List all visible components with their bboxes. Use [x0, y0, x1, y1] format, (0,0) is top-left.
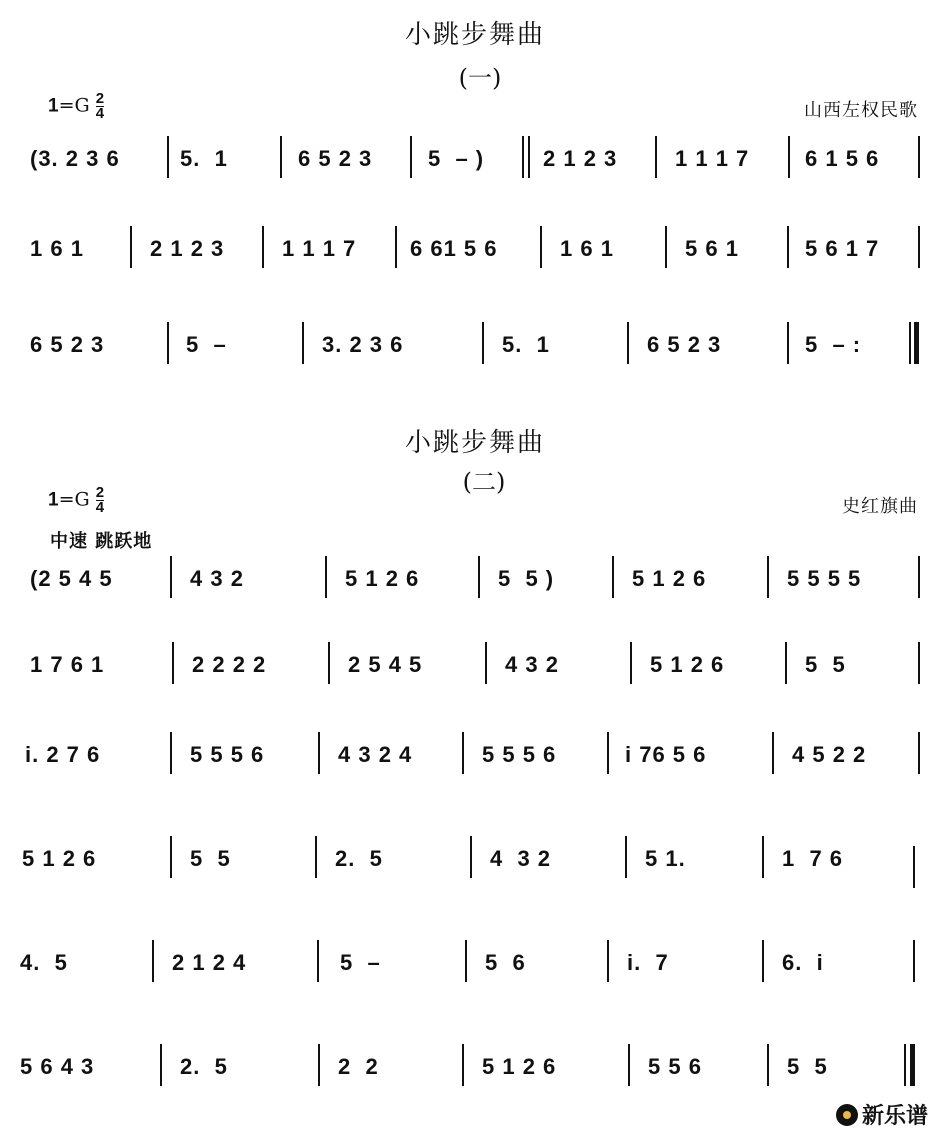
measure: 5 5 5 6: [482, 742, 557, 767]
barline: [470, 836, 472, 878]
measure: 4 3 2: [490, 846, 552, 871]
measure: 4 3 2 4: [338, 742, 413, 767]
measure: 5 5 5 5: [787, 566, 862, 591]
final-barline: [914, 322, 919, 364]
measure: 2 5 4 5: [348, 652, 423, 677]
barline: [655, 136, 657, 178]
measure: (3. 2 3 6: [30, 146, 120, 171]
measure: 5 – :: [805, 332, 862, 357]
barline: [152, 940, 154, 982]
measure: 5 5: [190, 846, 231, 871]
measure: 5 – ): [428, 146, 485, 171]
barline: [904, 1044, 906, 1086]
measure: 5 5 6: [648, 1054, 702, 1079]
barline: [607, 940, 609, 982]
measure: 5 5 5 6: [190, 742, 265, 767]
barline: [767, 1044, 769, 1086]
tempo-marking: 中速 跳跃地: [50, 531, 153, 552]
measure: 2 2 2 2: [192, 652, 267, 677]
barline: [787, 322, 789, 364]
barline: [462, 1044, 464, 1086]
measure: 5 6 1 7: [805, 236, 880, 261]
measure: i 76 5 6: [625, 742, 707, 767]
measure: 4 3 2: [505, 652, 559, 677]
measure: 5 1 2 6: [650, 652, 725, 677]
barline: [160, 1044, 162, 1086]
barline: [522, 136, 524, 178]
piece-2-title: 小跳步舞曲: [404, 428, 546, 458]
measure: 6 5 2 3: [298, 146, 373, 171]
measure: 1 7 6 1: [30, 652, 105, 677]
barline: [918, 136, 920, 178]
barline: [465, 940, 467, 982]
barline: [318, 732, 320, 774]
piece-2-number: (二): [462, 468, 506, 496]
barline: [788, 136, 790, 178]
measure: 1 1 1 7: [675, 146, 750, 171]
measure: 5 –: [340, 950, 381, 975]
barline: [787, 226, 789, 268]
barline: [410, 136, 412, 178]
barline: [630, 642, 632, 684]
measure: i. 2 7 6: [25, 742, 101, 767]
measure: (2 5 4 5: [30, 566, 113, 591]
key-equals: =G: [58, 94, 90, 117]
barline: [170, 836, 172, 878]
barline: [317, 940, 319, 982]
site-logo: [836, 1099, 928, 1130]
barline: [478, 556, 480, 598]
measure: 5 5: [805, 652, 846, 677]
measure: 2 1 2 3: [150, 236, 225, 261]
barline: [627, 322, 629, 364]
barline: [612, 556, 614, 598]
measure: 5. 1: [502, 332, 550, 357]
measure: 5 5 ): [498, 566, 555, 591]
barline: [628, 1044, 630, 1086]
logo-text: 新乐谱: [861, 1104, 928, 1129]
measure: 1 6 1: [30, 236, 84, 261]
measure: 5 1 2 6: [632, 566, 707, 591]
piece-2-key-signature: [48, 486, 104, 515]
piece-1-credit: 山西左权民歌: [804, 100, 918, 121]
time-signature: $\frac{2}{4}$: [95, 484, 105, 516]
measure: 6 61 5 6: [410, 236, 498, 261]
piece-1-title: 小跳步舞曲: [404, 20, 546, 50]
barline: [785, 642, 787, 684]
measure: i. 7: [627, 950, 669, 975]
measure: 5 –: [186, 332, 227, 357]
final-barline: [910, 1044, 915, 1086]
barline: [918, 556, 920, 598]
barline: [167, 136, 169, 178]
barline: [167, 322, 169, 364]
measure: 1 6 1: [560, 236, 614, 261]
measure: 2 1 2 4: [172, 950, 247, 975]
measure: 5 1 2 6: [345, 566, 420, 591]
time-signature: $\frac{2}{4}$: [95, 90, 105, 122]
barline: [482, 322, 484, 364]
barline: [172, 642, 174, 684]
measure: 5 5: [787, 1054, 828, 1079]
measure: 2 1 2 3: [543, 146, 618, 171]
measure: 2 2: [338, 1054, 379, 1079]
measure: 5 6 4 3: [20, 1054, 95, 1079]
barline: [462, 732, 464, 774]
measure: 3. 2 3 6: [322, 332, 404, 357]
barline: [302, 322, 304, 364]
barline: [328, 642, 330, 684]
key-tonic: 1: [48, 95, 59, 117]
measure: 2. 5: [180, 1054, 228, 1079]
measure: 4 3 2: [190, 566, 244, 591]
record-disc-icon: [836, 1104, 858, 1126]
measure: 6 5 2 3: [30, 332, 105, 357]
key-tonic: 1: [48, 489, 59, 511]
barline: [315, 836, 317, 878]
barline: [772, 732, 774, 774]
measure: 6 1 5 6: [805, 146, 880, 171]
measure: 6 5 2 3: [647, 332, 722, 357]
barline: [918, 732, 920, 774]
barline: [767, 556, 769, 598]
barline: [395, 226, 397, 268]
measure: 5 1 2 6: [22, 846, 97, 871]
measure: 4. 5: [20, 950, 68, 975]
barline: [130, 226, 132, 268]
measure: 2. 5: [335, 846, 383, 871]
barline: [913, 846, 915, 888]
barline: [762, 940, 764, 982]
barline: [918, 642, 920, 684]
measure: 5 6 1: [685, 236, 739, 261]
measure: 6. i: [782, 950, 824, 975]
barline: [170, 556, 172, 598]
measure: 1 7 6: [782, 846, 844, 871]
piece-1-key-signature: [48, 92, 104, 121]
measure: 5 6: [485, 950, 526, 975]
key-equals: =G: [58, 488, 90, 511]
barline: [485, 642, 487, 684]
piece-1-number: (一): [458, 64, 502, 92]
barline: [318, 1044, 320, 1086]
barline: [170, 732, 172, 774]
barline: [762, 836, 764, 878]
barline: [909, 322, 911, 364]
measure: 4 5 2 2: [792, 742, 867, 767]
barline: [665, 226, 667, 268]
measure: 5 1 2 6: [482, 1054, 557, 1079]
barline: [918, 226, 920, 268]
barline: [607, 732, 609, 774]
barline: [280, 136, 282, 178]
measure: 5 1.: [645, 846, 686, 871]
barline: [625, 836, 627, 878]
piece-2-credit: 史红旗曲: [842, 496, 918, 517]
measure: 5. 1: [180, 146, 228, 171]
measure: 1 1 1 7: [282, 236, 357, 261]
barline: [540, 226, 542, 268]
barline: [325, 556, 327, 598]
barline: [262, 226, 264, 268]
barline: [528, 136, 530, 178]
barline: [913, 940, 915, 982]
